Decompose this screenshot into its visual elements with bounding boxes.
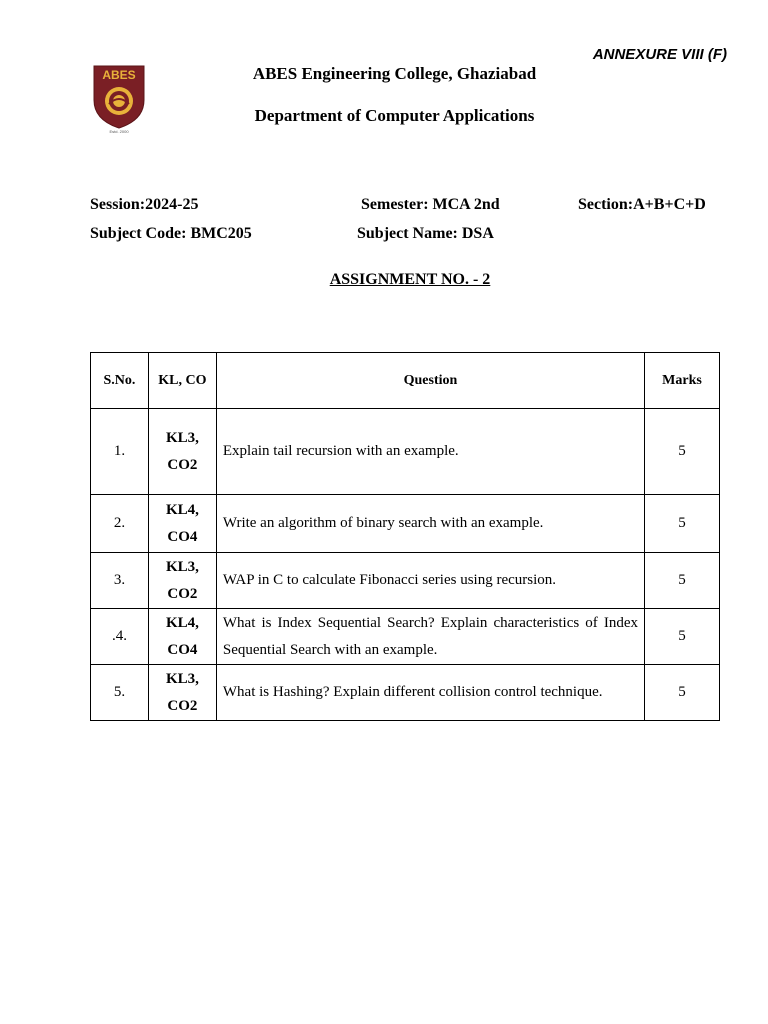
header-marks: Marks	[645, 353, 720, 409]
kl-value: KL3,	[165, 429, 199, 446]
table-row	[91, 553, 720, 609]
row-marks: 5	[645, 495, 720, 553]
college-name: ABES Engineering College, Ghaziabad	[252, 64, 537, 83]
section-label: Section:A+B+C+D	[578, 196, 706, 213]
row-question: What is Index Sequential Search? Explain characteristics of Index Sequential Search with an example.	[216, 609, 644, 665]
subject-name-label: Subject Name: DSA	[357, 225, 494, 242]
row-sno: 2.	[91, 495, 149, 553]
row-question: What is Hashing? Explain different collision control technique.	[216, 665, 644, 721]
row-kl-co	[148, 609, 216, 665]
session-label: Session:2024-25	[90, 196, 199, 213]
row-question: WAP in C to calculate Fibonacci series using recursion.	[216, 553, 644, 609]
table-row	[91, 609, 720, 665]
department-name: Department of Computer Applications	[254, 106, 535, 125]
assignment-title: ASSIGNMENT NO. - 2	[329, 271, 491, 288]
row-marks: 5	[645, 409, 720, 495]
table-header-row	[91, 353, 720, 409]
logo-text: ABES	[102, 68, 136, 82]
co-value: CO2	[167, 697, 198, 714]
questions-table	[90, 352, 720, 721]
subject-code-label: Subject Code: BMC205	[90, 225, 252, 242]
college-logo	[92, 64, 146, 134]
row-sno: 1.	[91, 409, 149, 495]
co-value: CO4	[167, 528, 198, 545]
row-sno: 5.	[91, 665, 149, 721]
row-question: Explain tail recursion with an example.	[216, 409, 644, 495]
co-value: CO4	[167, 641, 198, 658]
row-kl-co	[148, 553, 216, 609]
annexure-label: ANNEXURE VIII (F)	[592, 46, 727, 63]
row-marks: 5	[645, 609, 720, 665]
row-sno: .4.	[91, 609, 149, 665]
semester-label: Semester: MCA 2nd	[361, 196, 500, 213]
co-value: CO2	[167, 585, 198, 602]
kl-value: KL3,	[165, 558, 199, 575]
table-row	[91, 409, 720, 495]
logo-caption: Estd. 2000	[109, 129, 129, 134]
kl-value: KL4,	[165, 614, 199, 631]
kl-value: KL4,	[165, 501, 199, 518]
row-kl-co	[148, 665, 216, 721]
header-question: Question	[216, 353, 644, 409]
table-row	[91, 495, 720, 553]
row-kl-co	[148, 495, 216, 553]
row-question: Write an algorithm of binary search with an example.	[216, 495, 644, 553]
header-kl-co: KL, CO	[148, 353, 216, 409]
row-marks: 5	[645, 665, 720, 721]
row-sno: 3.	[91, 553, 149, 609]
kl-value: KL3,	[165, 670, 199, 687]
row-kl-co	[148, 409, 216, 495]
header-sno: S.No.	[91, 353, 149, 409]
co-value: CO2	[167, 456, 198, 473]
table-row	[91, 665, 720, 721]
row-marks: 5	[645, 553, 720, 609]
